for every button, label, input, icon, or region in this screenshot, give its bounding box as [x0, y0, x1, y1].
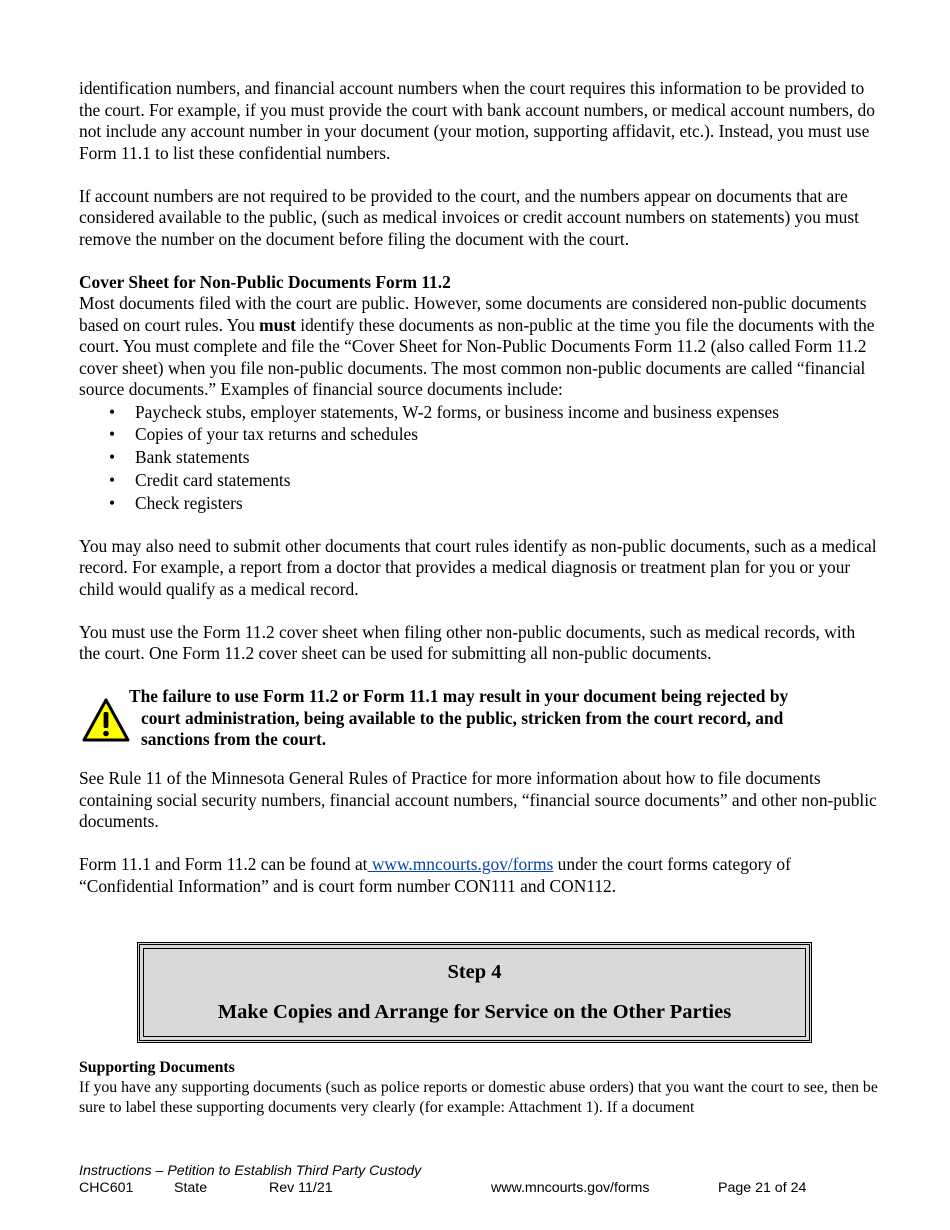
paragraph-remove-numbers: If account numbers are not required to be provided to the court, and the numbers appear on documents that are considered available to the public, (such as medical invoices or credit account numbers on statements) you must remove the number on the document before filing the document with the court. — [79, 185, 859, 249]
step-subtitle: Make Copies and Arrange for Service on the Other Parties — [217, 1001, 732, 1023]
warning-text: The failure to use Form 11.2 or Form 11.1 may result in your document being rejected by court administration, being available to the public, stricken from the court record, and sanctions from the court. — [129, 686, 789, 750]
list-item: • Copies of your tax returns and schedules — [109, 424, 419, 445]
warning-triangle-icon — [82, 698, 130, 742]
mncourts-forms-link[interactable]: www.mncourts.gov/forms — [367, 854, 554, 875]
supporting-documents-section — [79, 1058, 899, 1118]
page-footer — [79, 1163, 879, 1197]
cover-sheet-intro: Most documents filed with the court are public. However, some documents are considered non-public documents based on court rules. You must identify these documents as non-public at the time you file the documents with the court. You must complete and file the “Cover Sheet for Non-Public Documents Form 11.2 (also called Form 11.2 cover sheet) when you file non-public documents. The most common non-public documents are called “financial source documents.” Examples of financial source documents include: — [79, 293, 875, 399]
footer-page-number: Page 21 of 24 — [718, 1180, 807, 1196]
list-item: • Bank statements — [109, 447, 250, 468]
financial-documents-list — [79, 401, 879, 515]
bullet-icon: • — [109, 447, 116, 468]
bullet-icon: • — [109, 469, 116, 490]
supporting-documents-heading: Supporting Documents — [79, 1059, 235, 1076]
paragraph-rule-11: See Rule 11 of the Minnesota General Rules of Practice for more information about how to file documents containing social security numbers, financial account numbers, “financial source documents” and other non-public documents. — [79, 768, 877, 832]
paragraph-confidential-numbers: identification numbers, and financial account numbers when the court requires this information to be provided to the court. For example, if you must provide the court with bank account numbers, or medical account numbers, do not include any account number in your document (your motion, supporting affidavit, etc.). Instead, you must use Form 11.1 to list these confidential numbers. — [79, 78, 875, 163]
paragraph-cover-sheet-use: You must use the Form 11.2 cover sheet when filing other non-public documents, such as medical records, with the court. One Form 11.2 cover sheet can be used for submitting all non-public documents. — [79, 621, 856, 664]
cover-sheet-heading: Cover Sheet for Non-Public Documents Form 11.2 — [79, 271, 451, 292]
list-item: • Credit card statements — [109, 469, 291, 490]
list-item: • Check registers — [109, 492, 243, 513]
footer-title: Instructions – Petition to Establish Third Party Custody — [79, 1163, 422, 1179]
supporting-documents-text: If you have any supporting documents (such as police reports or domestic abuse orders) that you want the court to see, then be sure to label these supporting documents very clearly (for example: Attachment 1). If a document — [79, 1079, 878, 1116]
bullet-icon: • — [109, 424, 116, 445]
paragraph-form-location: Form 11.1 and Form 11.2 can be found at www.mncourts.gov/forms under the court forms category of “Confidential Information” and is court form number CON111 and CON112. — [79, 854, 791, 896]
step-banner — [137, 942, 812, 1043]
warning-notice — [79, 686, 879, 758]
document-body — [79, 78, 879, 897]
bullet-icon: • — [109, 492, 116, 513]
list-item: • Paycheck stubs, employer statements, W-2 forms, or business income and business expenses — [109, 401, 779, 422]
footer-form-code: CHC601 — [79, 1180, 134, 1196]
footer-revision: Rev 11/21 — [269, 1180, 333, 1196]
footer-state: State — [174, 1180, 208, 1196]
paragraph-medical-record: You may also need to submit other documents that court rules identify as non-public documents, such as a medical record. For example, a report from a doctor that provides a medical diagnosis or treatment plan for you or your child would qualify as a medical record. — [79, 535, 877, 599]
step-title: Step 4 — [447, 961, 502, 983]
footer-url: www.mncourts.gov/forms — [491, 1180, 650, 1196]
must-emphasis: must — [259, 314, 296, 335]
bullet-icon: • — [109, 401, 116, 422]
